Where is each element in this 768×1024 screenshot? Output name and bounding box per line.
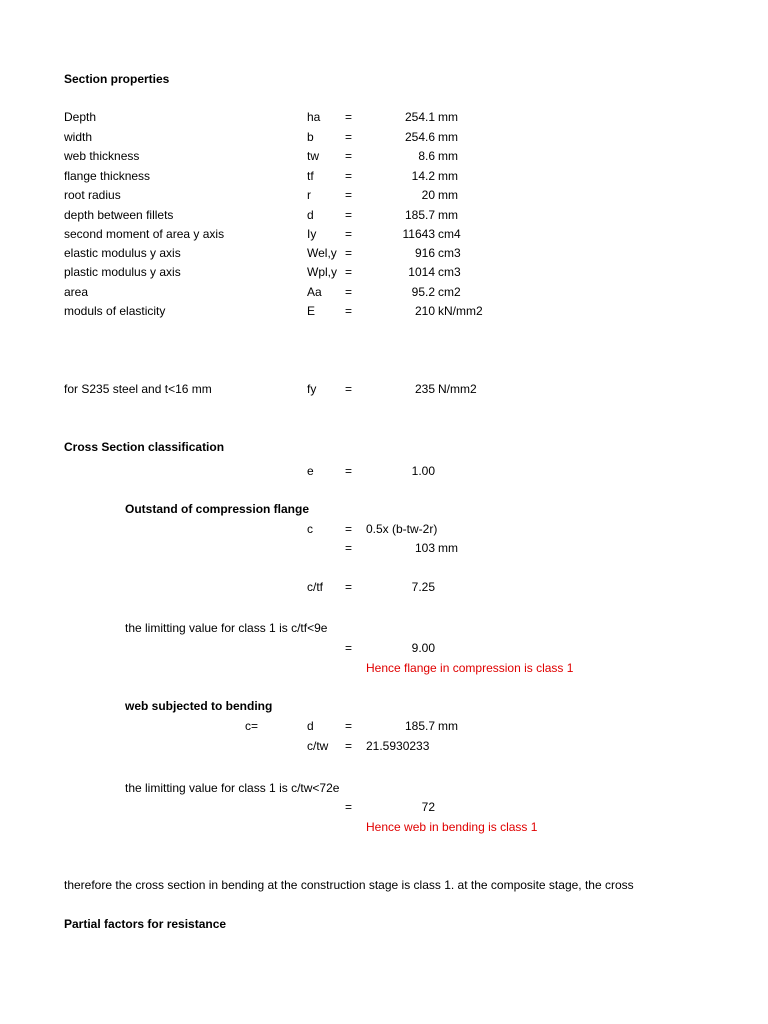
- equals-sign: =: [345, 800, 353, 814]
- property-unit: kN/mm2: [438, 304, 483, 318]
- property-unit: mm: [438, 149, 458, 163]
- property-symbol: tw: [307, 149, 319, 163]
- equals-sign: =: [345, 188, 353, 202]
- property-unit: mm: [438, 169, 458, 183]
- equals-sign: =: [345, 149, 353, 163]
- flange-conclusion: Hence flange in compression is class 1: [366, 661, 574, 675]
- flange-limit-value: 9.00: [411, 641, 435, 655]
- steel-grade-text: for S235 steel and t<16 mm: [64, 382, 212, 396]
- web-conclusion: Hence web in bending is class 1: [366, 820, 538, 834]
- equals-sign: =: [345, 208, 353, 222]
- property-name: depth between fillets: [64, 208, 174, 222]
- property-symbol: b: [307, 130, 314, 144]
- flange-limit-text: the limitting value for class 1 is c/tf<9e: [125, 621, 328, 635]
- property-value: 210: [414, 304, 435, 318]
- property-name: area: [64, 285, 89, 299]
- equals-sign: =: [345, 130, 353, 144]
- property-unit: cm2: [438, 285, 461, 299]
- property-name: web thickness: [64, 149, 140, 163]
- property-symbol: tf: [307, 169, 314, 183]
- property-value: 8.6: [418, 149, 435, 163]
- property-name: flange thickness: [64, 169, 151, 183]
- equals-sign: =: [345, 522, 353, 536]
- property-unit: mm: [438, 208, 458, 222]
- web-limit-text: the limitting value for class 1 is c/tw<72e: [125, 781, 340, 795]
- property-value: 185.7: [404, 208, 435, 222]
- property-value: 20: [421, 188, 435, 202]
- c-formula: 0.5x (b-tw-2r): [366, 522, 438, 536]
- c-tw-value: 21.5930233: [366, 739, 430, 753]
- property-value: 254.1: [404, 110, 435, 124]
- epsilon-symbol: e: [307, 464, 314, 478]
- property-value: 1014: [408, 265, 435, 279]
- web-c-label: c=: [245, 719, 259, 733]
- c-tw-symbol: c/tw: [307, 739, 329, 753]
- yield-unit: N/mm2: [438, 382, 477, 396]
- classification-heading: Cross Section classification: [64, 440, 225, 454]
- equals-sign: =: [345, 169, 353, 183]
- c-tf-symbol: c/tf: [307, 580, 324, 594]
- yield-symbol: fy: [307, 382, 317, 396]
- property-unit: mm: [438, 110, 458, 124]
- equals-sign: =: [345, 227, 353, 241]
- property-name: second moment of area y axis: [64, 227, 225, 241]
- equals-sign: =: [345, 285, 353, 299]
- equals-sign: =: [345, 719, 353, 733]
- property-value: 11643: [402, 227, 435, 241]
- summary-text: therefore the cross section in bending at the construction stage is class 1. at the composite stage, the cross: [64, 878, 634, 892]
- d-symbol: d: [307, 719, 314, 733]
- property-value: 254.6: [404, 130, 435, 144]
- equals-sign: =: [345, 304, 353, 318]
- property-value: 95.2: [411, 285, 435, 299]
- equals-sign: =: [345, 382, 353, 396]
- flange-heading: Outstand of compression flange: [125, 502, 310, 516]
- property-symbol: r: [307, 188, 311, 202]
- web-heading: web subjected to bending: [125, 699, 273, 713]
- property-symbol: E: [307, 304, 316, 318]
- equals-sign: =: [345, 641, 353, 655]
- property-unit: cm3: [438, 265, 461, 279]
- equals-sign: =: [345, 739, 353, 753]
- property-name: Depth: [64, 110, 97, 124]
- property-name: plastic modulus y axis: [64, 265, 181, 279]
- equals-sign: =: [345, 265, 353, 279]
- property-symbol: ha: [307, 110, 321, 124]
- property-value: 14.2: [411, 169, 435, 183]
- partial-factors-heading: Partial factors for resistance: [64, 917, 227, 931]
- equals-sign: =: [345, 464, 353, 478]
- d-unit: mm: [438, 719, 458, 733]
- c-unit: mm: [438, 541, 458, 555]
- property-unit: cm4: [438, 227, 461, 241]
- property-symbol: Iy: [307, 227, 317, 241]
- equals-sign: =: [345, 541, 353, 555]
- property-symbol: d: [307, 208, 314, 222]
- c-value: 103: [414, 541, 435, 555]
- property-symbol: Wpl,y: [307, 265, 337, 279]
- property-name: root radius: [64, 188, 121, 202]
- d-value: 185.7: [404, 719, 435, 733]
- equals-sign: =: [345, 246, 353, 260]
- equals-sign: =: [345, 110, 353, 124]
- c-symbol: c: [307, 522, 313, 536]
- property-unit: cm3: [438, 246, 461, 260]
- section-properties-heading: Section properties: [64, 72, 170, 86]
- property-symbol: Wel,y: [307, 246, 337, 260]
- equals-sign: =: [345, 580, 353, 594]
- property-unit: mm: [438, 130, 458, 144]
- property-unit: mm: [438, 188, 458, 202]
- c-tf-value: 7.25: [411, 580, 435, 594]
- epsilon-value: 1.00: [411, 464, 435, 478]
- property-value: 916: [414, 246, 435, 260]
- property-name: width: [64, 130, 93, 144]
- property-name: moduls of elasticity: [64, 304, 166, 318]
- yield-value: 235: [414, 382, 435, 396]
- property-name: elastic modulus y axis: [64, 246, 181, 260]
- property-symbol: Aa: [307, 285, 322, 299]
- web-limit-value: 72: [421, 800, 435, 814]
